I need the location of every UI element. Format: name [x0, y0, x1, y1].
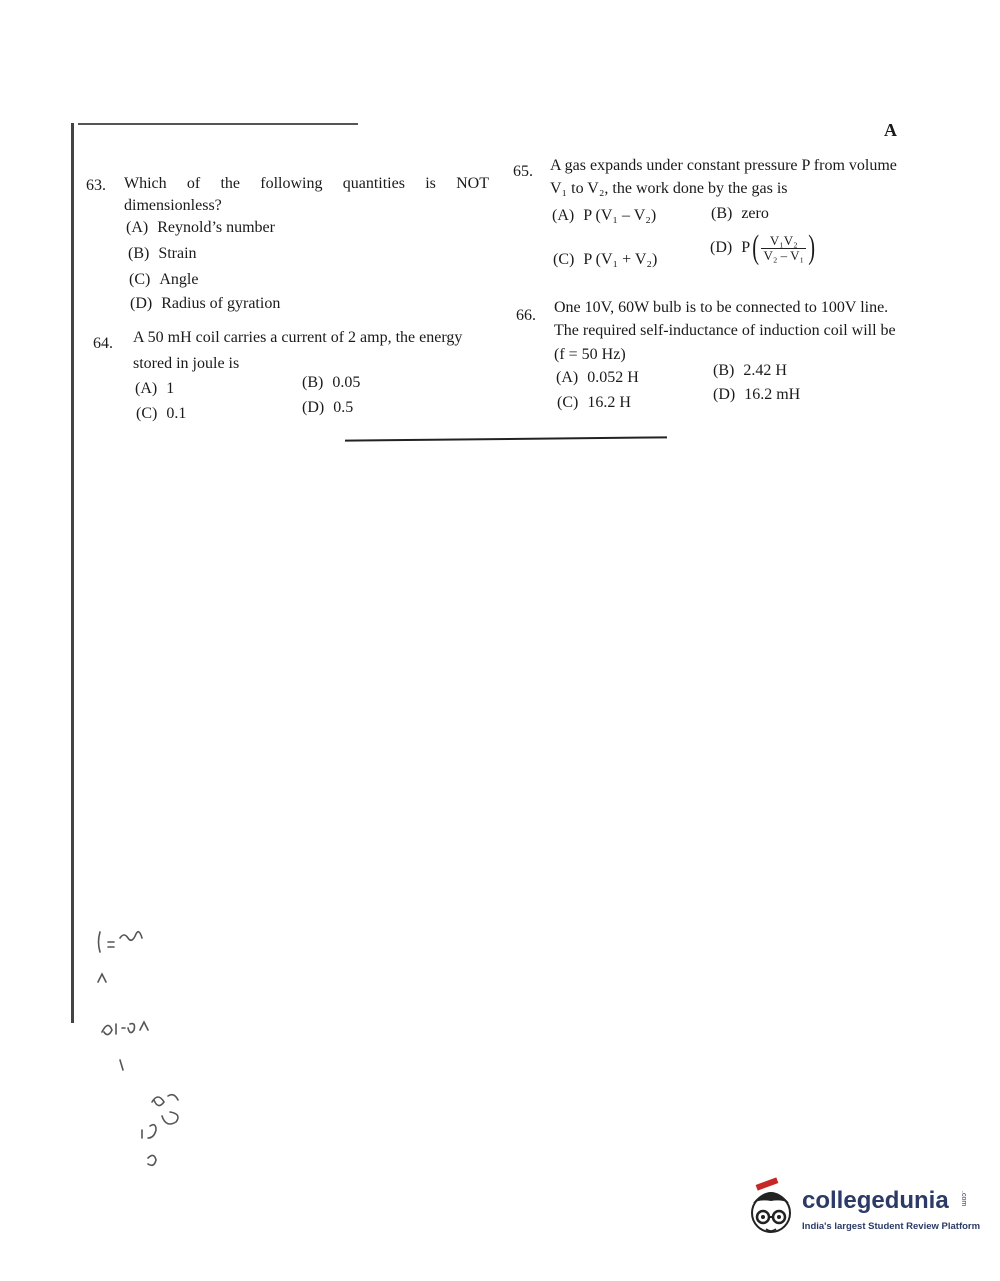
question-text-line1: Which of the following quantities is NOT — [124, 175, 489, 192]
question-text-line2: V₁ to V₂, the work done by the gas is — [550, 180, 788, 197]
top-rule — [78, 123, 358, 125]
option-63-a: (A) Reynold’s number — [126, 219, 275, 236]
question-text-line1: One 10V, 60W bulb is to be connected to 100V line. — [554, 299, 889, 316]
question-text-line1: A 50 mH coil carries a current of 2 amp, the energy — [133, 329, 463, 346]
logo-suffix: .com — [960, 1191, 967, 1207]
option-63-d: (D) Radius of gyration — [130, 295, 281, 312]
fraction — [761, 234, 806, 263]
option-64-b: (B) 0.05 — [302, 374, 361, 391]
set-code: A — [884, 120, 897, 140]
question-text-line2: The required self-inductance of induction coil will be — [554, 322, 896, 339]
question-number: 64. — [93, 335, 113, 352]
option-64-c: (C) 0.1 — [136, 405, 187, 422]
question-text-line2: stored in joule is — [133, 355, 240, 372]
option-65-a: (A) P (V₁ – V₂) — [552, 207, 657, 224]
question-text-line1: A gas expands under constant pressure P from volume — [550, 157, 897, 174]
fraction-denominator: V₂ – V₁ — [763, 247, 805, 263]
option-64-d: (D) 0.5 — [302, 399, 354, 416]
collegedunia-logo — [742, 1177, 981, 1247]
option-65-d: (D) P( $\frac{\text{V₁V₂}}{\text{V₂ – V₁}}$ ) — [710, 229, 816, 266]
logo-mascot-icon — [742, 1177, 800, 1243]
option-63-b: (B) Strain — [128, 245, 197, 262]
option-66-a: (A) 0.052 H — [556, 369, 639, 386]
handwritten-notes — [80, 920, 220, 1180]
option-65-c: (C) P (V₁ + V₂) — [553, 251, 658, 268]
section-end-rule — [345, 436, 667, 441]
option-66-b: (B) 2.42 H — [713, 362, 787, 379]
fraction-numerator: V₁V₂ — [761, 234, 806, 249]
question-text-line3: (f = 50 Hz) — [554, 346, 626, 363]
option-65-b: (B) zero — [711, 205, 769, 222]
option-64-a: (A) 1 — [135, 380, 175, 397]
logo-tagline: India's largest Student Review Platform — [802, 1221, 981, 1232]
question-number: 63. — [86, 177, 106, 194]
question-number: 65. — [513, 163, 533, 180]
option-63-c: (C) Angle — [129, 271, 199, 288]
option-66-d: (D) 16.2 mH — [713, 386, 801, 403]
question-text-line2: dimensionless? — [124, 197, 222, 214]
question-number: 66. — [516, 307, 536, 324]
fraction-prefix: P — [741, 239, 751, 256]
left-margin-rule — [71, 123, 74, 1023]
option-66-c: (C) 16.2 H — [557, 394, 631, 411]
logo-wordmark: collegedunia — [802, 1187, 949, 1214]
